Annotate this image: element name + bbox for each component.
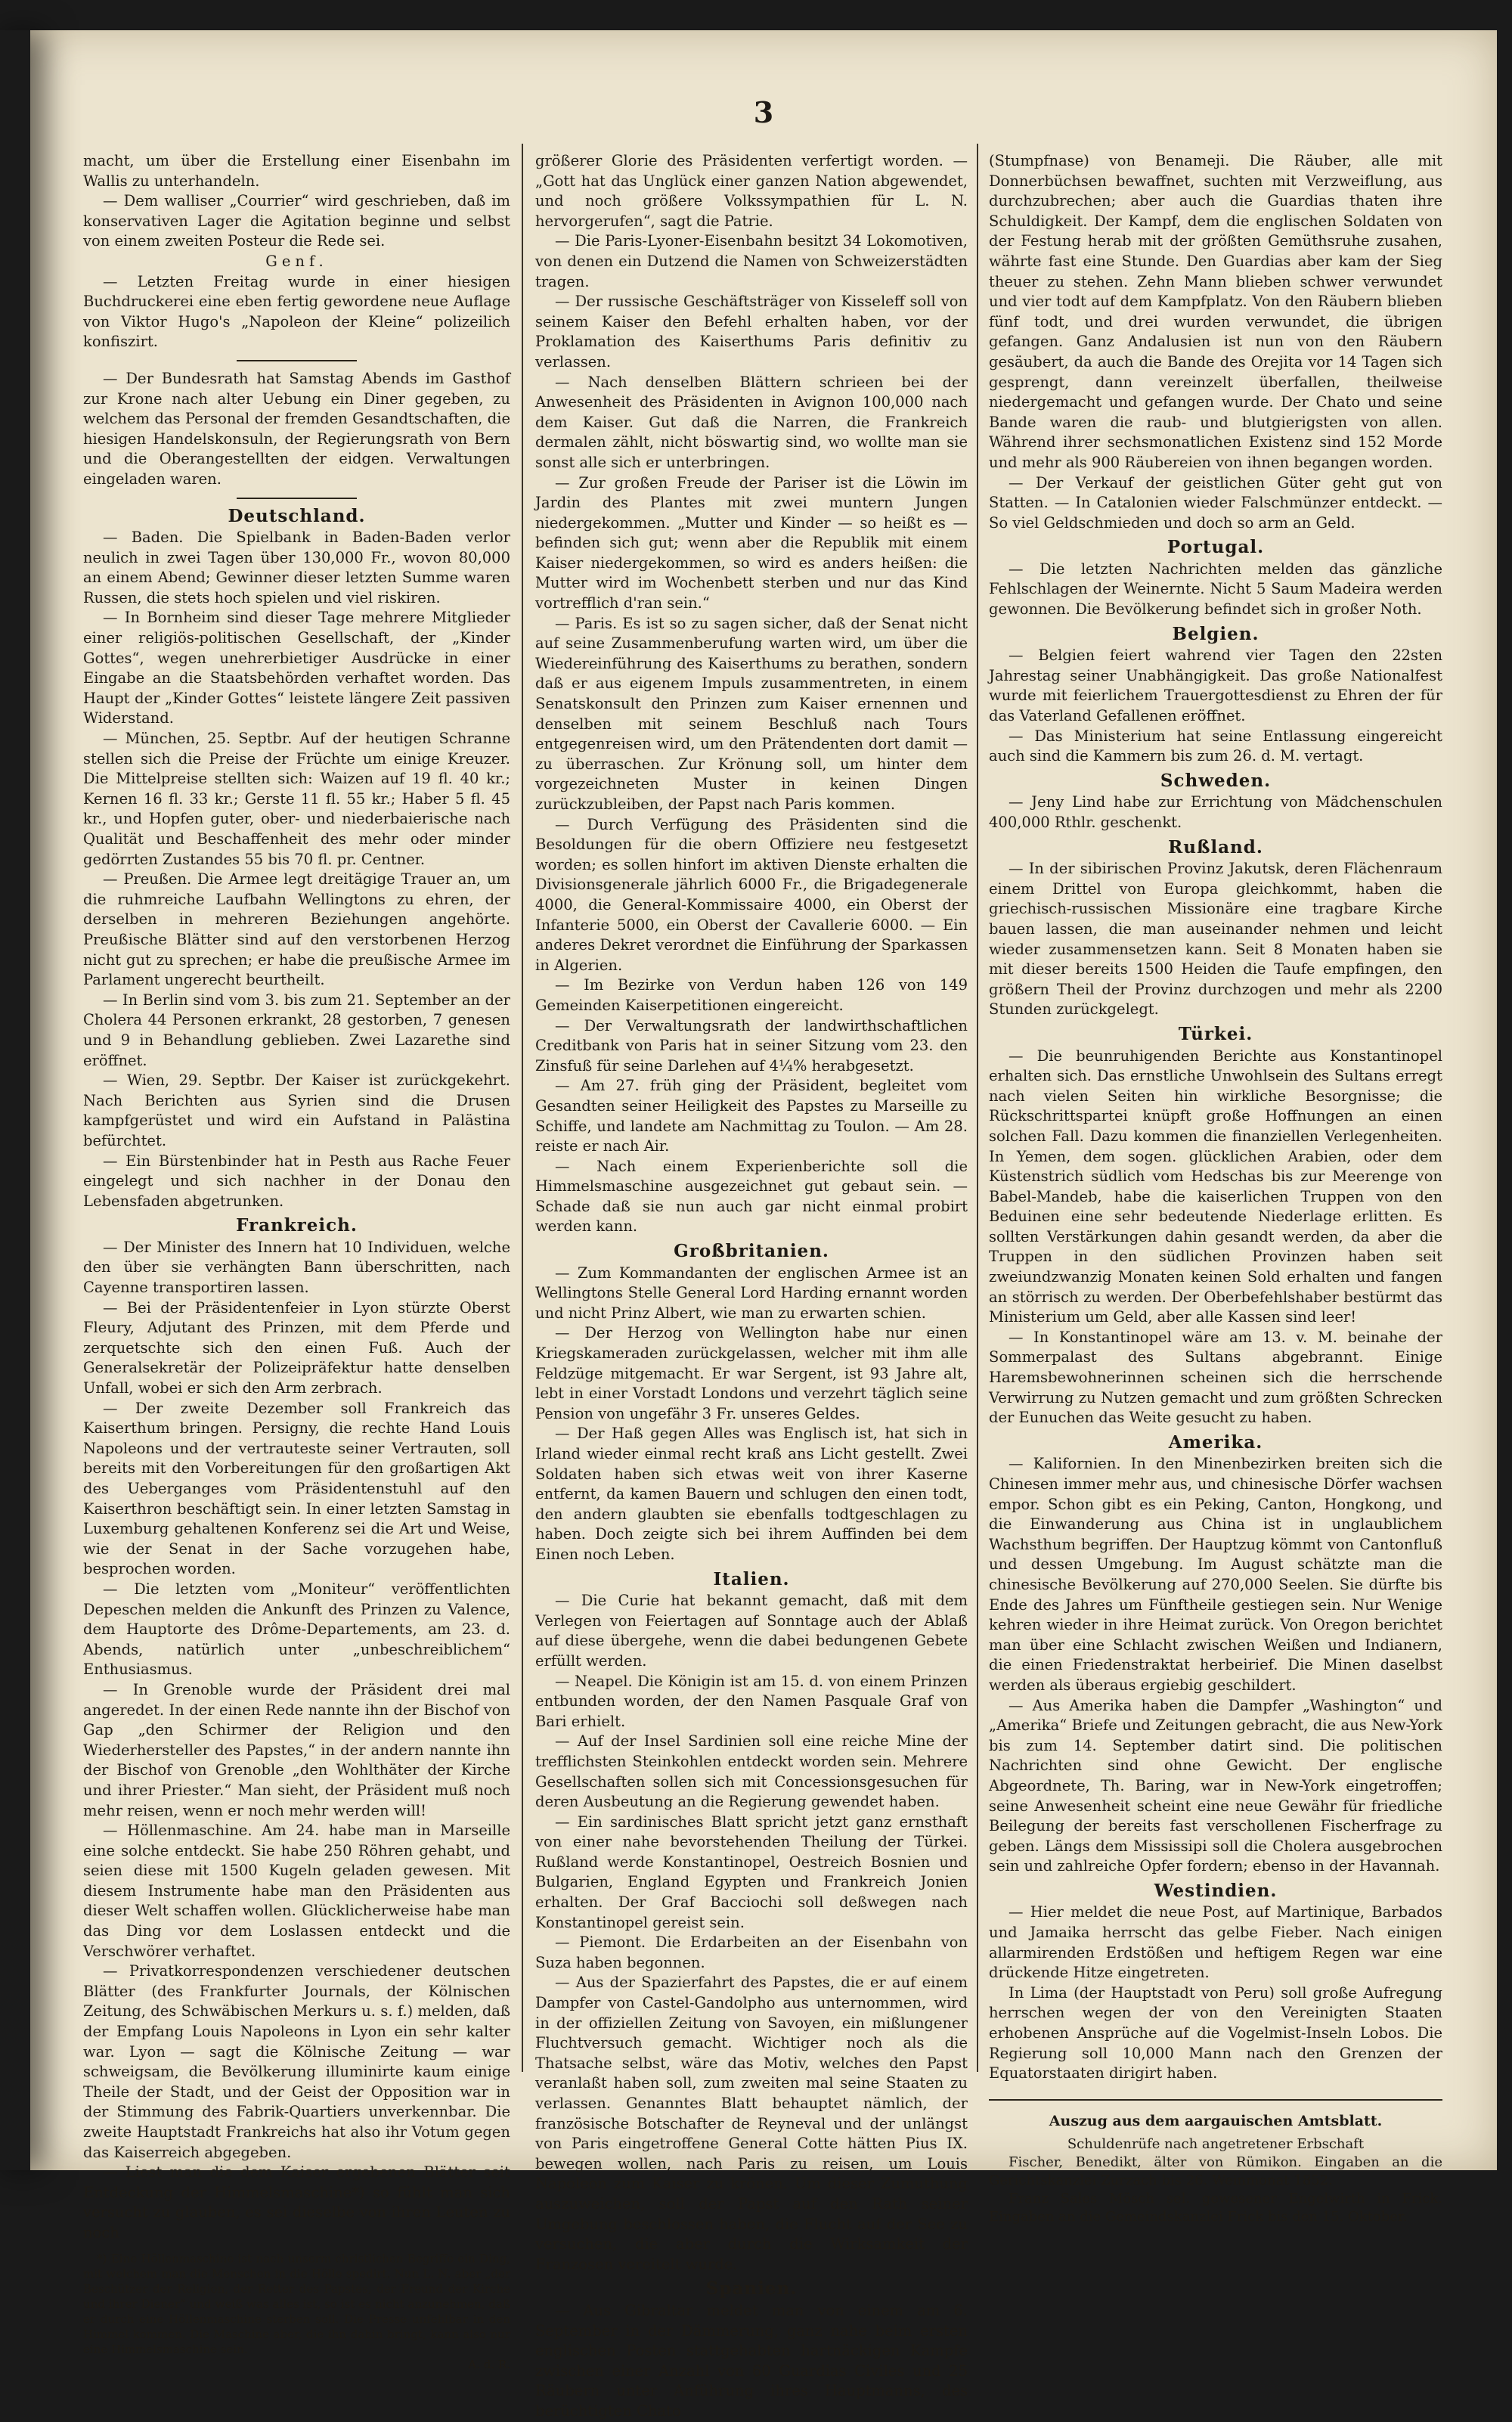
- paragraph: — Die letzten Nachrichten melden das gänzliche Fehlschlagen der Weinernte. Nicht 5 Saum Madeira werden gewonnen. Die Bevölkerung befindet sich in großer Noth.: [989, 560, 1442, 619]
- paragraph: — Zur großen Freude der Pariser ist die Löwin im Jardin des Plantes mit zwei muntern Jungen niedergekommen. „Mutter und Kinder — so heißt es — befinden sich gut; wenn aber die Republik mit einem Kaiser niedergekommen, so wird es anders heißen: die Mutter wird im Wochenbett sterben und nur das Kind vortrefflich d'ran sein.“: [535, 473, 968, 612]
- paragraph: — Der Minister des Innern hat 10 Individuen, welche den über sie verhängten Bann überschritten, nach Cayenne transportiren lassen.: [83, 1238, 510, 1297]
- paragraph: — Der Verkauf der geistlichen Güter geht gut von Statten. — In Catalonien wieder Falschmünzer entdeckt. — So viel Geldschmieden und doch so arm an Geld.: [989, 473, 1442, 532]
- amtsblatt-entry: Fischer, Benedikt, älter von Rümikon. Eingaben an die Gerichtskanzlei Zurzach bis 26. Weinmonat 1852.: [989, 2154, 1442, 2189]
- column-1: [83, 151, 510, 2371]
- paragraph: — Paris. Es ist so zu sagen sicher, daß der Senat nicht auf seine Zusammenberufung warten wird, um über die Wiedereinführung des Kaiserthums zu berathen, sondern daß er aus eigenem Impuls zusammentreten, in einem Senatskonsult den Prinzen zum Kaiser ernennen und denselben mit seinem Beschluß nach Tours entgegenreisen wird, um den Prätendenten dort damit — zu überraschen. Zur Krönung soll, um hinter dem vorgezeichneten Muster in keinen Dingen zurückzubleiben, der Papst nach Paris kommen.: [535, 614, 968, 813]
- amtsblatt-excerpt: [989, 2111, 1442, 2227]
- paragraph: — Der russische Geschäftsträger von Kisseleff soll von seinem Kaiser den Befehl erhalten haben, vor der Proklamation des Kaiserthums Paris definitiv zu verlassen.: [535, 293, 968, 371]
- paragraph: — Das Ministerium hat seine Entlassung eingereicht auch sind die Kammern bis zum 26. d. M. vertagt.: [989, 727, 1442, 765]
- paragraph: — Durch Verfügung des Präsidenten sind die Besoldungen für die obern Offiziere neu festgesetzt worden; es sollen hinfort im aktiven Dienste erhalten die Divisionsgenerale jährlich 6000 Fr., die Brigadegenerale 4000, die General-Kommissaire 4000, ein Oberst der Infanterie 5000, ein Oberst der Cavallerie 6000. — Ein anderes Dekret verordnet die Einführung der Sparkassen in Algerien.: [535, 815, 968, 974]
- paragraph: — Der Herzog von Wellington habe nur einen Kriegskameraden zurückgelassen, welcher mit ihm alle Feldzüge mitgemacht. Er war Sergent, ist 93 Jahre alt, lebt in einer Vorstadt Londons und verzehrt täglich seine Pension von ungefähr 3 Fr. unseres Geldes.: [535, 1324, 968, 1422]
- heading-portugal: Portugal.: [1167, 537, 1265, 558]
- paragraph: — Der zweite Dezember soll Frankreich das Kaiserthum bringen. Persigny, die rechte Hand Louis Napoleons und der vertrauteste seiner Vertrauten, soll bereits mit den Vorbereitungen für den großartigen Akt des Ueberganges vom Präsidentenstuhl auf den Kaiserthron beschäftigt sein. In einer letzten Samstag in Luxemburg gehaltenen Konferenz sei die Art und Weise, wie der Senat in der Sache vorzugehen habe, besprochen worden.: [83, 1399, 510, 1578]
- amtsblatt-subtitle: Schuldenrüfe nach angetretener Erbschaft: [1067, 2136, 1365, 2153]
- paragraph: — Der Bundesrath hat Samstag Abends im Gasthof zur Krone nach alter Uebung ein Diner gegeben, zu welchem das Personal der fremden Gesandtschaften, die hiesigen Handelskonsuln, der Regierungsrath von Bern und die Oberangestellten der eidgen. Verwaltungen eingeladen waren.: [83, 369, 510, 488]
- heading-schweden: Schweden.: [1160, 770, 1272, 791]
- paragraph: In Lima (der Hauptstadt von Peru) soll große Aufregung herrschen wegen der von den Vereinigten Staaten erhobenen Ansprüche auf die Vogelmist-Inseln Lobos. Die Regierung soll 10,000 Mann nach den Grenzen der Equatorstaaten dirigirt haben.: [989, 1983, 1442, 2082]
- column-rule: [977, 144, 978, 2072]
- heading-westindien: Westindien.: [1154, 1880, 1278, 1901]
- paragraph: — Belgien feiert wahrend vier Tagen den 22sten Jahrestag seiner Unabhängigkeit. Das große Nationalfest wurde mit feierlichem Trauergottesdienst zu Ehren der für das Vaterland Gefallenen eröffnet.: [989, 647, 1442, 725]
- paragraph: — Zum Kommandanten der englischen Armee ist an Wellingtons Stelle General Lord Harding ernannt worden und nicht Prinz Albert, wie man zu erwarten schien.: [535, 1264, 968, 1322]
- paragraph: — Preußen. Die Armee legt dreitägige Trauer an, um die ruhmreiche Laufbahn Wellingtons zu ehren, der derselben in mehreren Beziehungen angehörte. Preußische Blätter sind auf den verstorbenen Herzog nicht gut zu sprechen; er habe die preußische Armee im Parlament ungerecht beurtheilt.: [83, 870, 510, 989]
- paragraph: — Wien, 29. Septbr. Der Kaiser ist zurückgekehrt. Nach Berichten aus Syrien sind die Drusen kampfgerüstet und wird ein Aufstand in Palästina befürchtet.: [83, 1071, 510, 1149]
- paragraph: — Nach einem Experienberichte soll die Himmelsmaschine ausgezeichnet gut gebaut sein. — Schade daß sie nun auch gar nicht einmal probirt werden kann.: [535, 1157, 968, 1236]
- heading-grossbritanien: Großbritanien.: [674, 1241, 829, 1262]
- paragraph: — Ein Bürstenbinder hat in Pesth aus Rache Feuer eingelegt und sich nachher in der Donau den Lebensfaden abgetrunken.: [83, 1152, 510, 1210]
- paragraph: — Privatkorrespondenzen verschiedener deutschen Blätter (des Frankfurter Journals, der Kölnischen Zeitung, des Schwäbischen Merkurs u. s. f.) melden, daß der Empfang Louis Napoleons in Lyon ein sehr kalter war. Lyon — sagt die Kölnische Zeitung — war schweigsam, die Bevölkerung illuminirte kaum einige Theile der Stadt, und der Geist der Opposition war in der Stimmung des Fabrik-Quartiers unverkennbar. Die zweite Hauptstadt Frankreichs hat also ihr Votum gegen das Kaiserreich abgegeben.: [83, 1962, 510, 2161]
- amtsblatt-entry: Franz Sales Mösch sel. gewesener Engelwirth in Frick. Eingaben an die Gemeindskanzlei Frick bis den 15. Oktober.: [989, 2191, 1442, 2225]
- paragraph: — Im Bezirke von Verdun haben 126 von 149 Gemeinden Kaiserpetitionen eingereicht.: [535, 976, 968, 1014]
- paragraph: — Aus Amerika haben die Dampfer „Washington“ und „Amerika“ Briefe und Zeitungen gebracht, die aus New-York bis zum 14. September datirt sind. Die politischen Nachrichten sind ohne Gewicht. Der englische Abgeordnete, Th. Baring, war in New-York eingetroffen; seine Anwesenheit scheint eine neue Gewähr für friedliche Beilegung der bereits fast verschollenen Fischerfrage zu geben. Längs dem Mississipi soll die Cholera ausgebrochen sein und zahlreiche Opfer fordern; ebenso in der Havannah.: [989, 1696, 1442, 1875]
- paragraph: — Aus Gibraltar meldet man von einem am 6. September in der Dämmerung, ganz nahe beim ersten englischen Posten stattgehabten hartnäckigen Kampfe zwischen einer Anzahl von 60 Guardias Civiles und 25 Räubern unter Anführung ihres Hauptmanns, des berüchtigten Chato: [535, 2301, 968, 2420]
- heading-russland: Rußland.: [1168, 836, 1263, 857]
- paragraph: — Neapel. Die Königin ist am 15. d. von einem Prinzen entbunden worden, der den Namen Pasquale Graf von Bari erhielt.: [535, 1672, 968, 1730]
- heading-belgien: Belgien.: [1172, 623, 1259, 644]
- paragraph: — Die Paris-Lyoner-Eisenbahn besitzt 34 Lokomotiven, von denen ein Dutzend die Namen von Schweizerstädten tragen.: [535, 232, 968, 290]
- page-number: 3: [753, 95, 774, 129]
- paragraph: — Letzten Freitag wurde in einer hiesigen Buchdruckerei eine eben fertig gewordene neue Auflage von Viktor Hugo's „Napoleon der Kleine“ polizeilich konfiszirt.: [83, 272, 510, 351]
- paragraph: — Die letzten vom „Moniteur“ veröffentlichten Depeschen melden die Ankunft des Prinzen zu Valence, dem Hauptorte des Drôme-Departements, am 23. d. Abends, natürlich unter „unbeschreiblichem“ Enthusiasmus.: [83, 1580, 510, 1679]
- footnote-signature: A. d. R.: [468, 2357, 510, 2371]
- paragraph: — Kalifornien. In den Minenbezirken breiten sich die Chinesen immer mehr aus, und chinesische Dörfer wachsen empor. Schon gibt es ein Peking, Canton, Hongkong, und die Einwanderung aus China ist in unglaublichem Wachsthum begriffen. Der Hauptzug kömmt von Cantonfluß und dessen Umgebung. Im August schätzte man die chinesische Bevölkerung auf 270,000 Seelen. Sie dürfte bis Ende des Jahres um Fünftheile gestiegen sein. Nur Wenige kehren wieder in ihre Heimat zurück. Von Oregon berichtet man über eine Schlacht zwischen Weißen und Indianern, die einen Friedenstraktat herbeirief. Die Minen daselbst werden als überaus ergiebig geschildert.: [989, 1455, 1442, 1694]
- paragraph: — In Bornheim sind dieser Tage mehrere Mitglieder einer religiös-politischen Gesellschaft, der „Kinder Gottes“, wegen unehrerbietiger Ausdrücke in einer Eingabe an die Staatsbehörden verhaftet worden. Das Haupt der „Kinder Gottes“ leistete längere Zeit passiven Widerstand.: [83, 609, 510, 727]
- heading-amerika: Amerika.: [1168, 1431, 1263, 1453]
- paragraph: — München, 25. Septbr. Auf der heutigen Schranne stellen sich die Preise der Früchte um einige Kreuzer. Die Mittelpreise stellten sich: Waizen auf 19 fl. 40 kr.; Kernen 16 fl. 33 kr.; Gerste 11 fl. 55 kr.; Haber 5 fl. 45 kr., und Hopfen guter, ober- und niederbaierische nach Qualität und Beschaffenheit des mehr oder minder gedörrten Zustandes 55 bis 70 fl. pr. Centner.: [83, 730, 510, 868]
- column-2: [535, 151, 968, 2420]
- paragraph: — Aus der Spazierfahrt des Papstes, die er auf einem Dampfer von Castel-Gandolpho aus unternommen, wird in der offiziellen Zeitung von Savoyen, ein mißlungener Fluchtversuch gemacht. Wichtiger noch als die Thatsache selbst, wäre das Motiv, welches den Papst veranlaßt haben soll, zum zweiten mal seine Staaten zu verlassen. Genanntes Blatt behauptet nämlich, der französische Botschafter de Reyneval und der unlängst von Paris eingetroffene General Cotte hätten Pius IX. bewegen wollen, nach Paris zu reisen, um Louis Napoleon zum Kaiser zu krönen. Um dieser Zumuthung auszuweichen, soll der Papst auf den Rath seiner Umgebung beschlossen haben, die Flucht auf der See zu versuchen, die aber durch die Wirksamkeit der Franzosen vereitelt wurde.: [535, 1974, 968, 2273]
- paragraph: — Der Verwaltungsrath der landwirthschaftlichen Creditbank von Paris hat in seiner Sitzung vom 23. den Zinsfuß für seine Darlehen auf 4¼% herabgesetzt.: [535, 1016, 968, 1075]
- paragraph: — Hier meldet die neue Post, auf Martinique, Barbados und Jamaika herrscht das gelbe Fieber. Nach einigen allarmirenden Erdstößen und heftigem Regen war eine drückende Hitze eingetreten.: [989, 1903, 1442, 1982]
- paragraph: (Stumpfnase) von Benameji. Die Räuber, alle mit Donnerbüchsen bewaffnet, suchten mit Verzweiflung, aus durchzubrechen; aber auch die Guardias thaten ihre Schuldigkeit. Der Kampf, dem die englischen Soldaten von der Festung herab mit der größten Gemüthsruhe zusahen, währte fast eine Stunde. Den Guardias aber kam der Sieg theuer zu stehen. Zehn Mann blieben schwer verwundet und vier todt auf dem Kampfplatz. Von den Räubern blieben fünf todt, und drei wurden verwundet, die übrigen gefangen. Ganz Andalusien ist nun von den Räubern gesäubert, da auch die Bande des Orejita vor 14 Tagen sich gesprengt, dann vereinzelt überfallen, theilweise niedergemacht und gefangen wurde. Der Chato und seine Bande waren die raub- und blutgierigsten von allen. Während ihrer sechsmonatlichen Existenz sind 152 Morde und mehr als 900 Räubereien von ihnen begangen worden.: [989, 152, 1442, 471]
- paragraph: — Piemont. Die Erdarbeiten an der Eisenbahn von Suza haben begonnen.: [535, 1934, 968, 1971]
- paragraph: — Am 27. früh ging der Präsident, begleitet vom Gesandten seiner Heiligkeit des Papstes zu Marseille zu Schiffe, und landete am Nachmittag zu Toulon. — Am 28. reiste er nach Air.: [535, 1077, 968, 1155]
- paragraph: — Baden. Die Spielbank in Baden-Baden verlor neulich in zwei Tagen über 130,000 Fr., wovon 80,000 an einem Abend; Gewinner dieser letzten Summe waren Russen, die stets hoch spielen und viel riskiren.: [83, 529, 510, 606]
- paragraph: — Die Curie hat bekannt gemacht, daß mit dem Verlegen von Feiertagen auf Sonntage auch der Ablaß auf diese übergehe, wenn die dabei bedungenen Gebete erfüllt werden.: [535, 1592, 968, 1670]
- paragraph: — Jeny Lind habe zur Errichtung von Mädchenschulen 400,000 Rthlr. geschenkt.: [989, 793, 1442, 831]
- paragraph: — Der Haß gegen Alles was Englisch ist, hat sich in Irland wieder einmal recht kraß ans Licht gestellt. Zwei Soldaten haben sich etwas weit von ihrer Kaserne entfernt, da kamen Bauern und schlugen den einen todt, den andern glaubten sie ebenfalls todtgeschlagen zu haben. Doch zeigte sich bei ihrem Auffinden bei dem Einen noch Leben.: [535, 1425, 968, 1563]
- paragraph: — Bei der Präsidentenfeier in Lyon stürzte Oberst Fleury, Adjutant des Prinzen, mit dem Pferde und zerquetschte sich den einen Fuß. Auch der Generalsekretär der Polizeipräfektur hatte denselben Unfall, wobei er sich den Arm zerbrach.: [83, 1298, 510, 1397]
- paragraph: — In Berlin sind vom 3. bis zum 21. September an der Cholera 44 Personen erkrankt, 28 gestorben, 7 genesen und 9 in Behandlung geblieben. Zwei Lazarethe sind eröffnet.: [83, 991, 510, 1069]
- paragraph: — Auf der Insel Sardinien soll eine reiche Mine der trefflichsten Steinkohlen entdeckt worden sein. Mehrere Gesellschaften sollen sich mit Concessionsgesuchen für deren Ausbeutung an die Regierung gewendet haben.: [535, 1732, 968, 1811]
- heading-tuerkei: Türkei.: [1178, 1023, 1253, 1044]
- dateline-genf: Genf.: [265, 252, 328, 270]
- column-3: [989, 151, 1442, 2225]
- paragraph: — Höllenmaschine. Am 24. habe man in Marseille eine solche entdeckt. Sie habe 250 Röhren gehabt, und seien diese mit 1500 Kugeln geladen gewesen. Mit diesem Instrumente habe man den Präsidenten aus dieser Welt schaffen wollen. Glücklicherweise habe man das Ding vor dem Loslassen entdeckt und die Verschwörer verhaftet.: [83, 1822, 510, 1960]
- heading-spanien: Spanien.: [705, 2278, 798, 2300]
- paragraph: macht, um über die Erstellung einer Eisenbahn im Wallis zu unterhandeln.: [83, 152, 510, 190]
- footnote: [83, 2251, 510, 2372]
- section-rule: [989, 2099, 1442, 2101]
- paragraph: — Nach denselben Blättern schrieen bei der Anwesenheit des Präsidenten in Avignon 100,000 nach dem Kaiser. Gut daß die Narren, die Frankreich dermalen zählt, nicht böswartig sind, wo wollte man sie sonst alle sich er unterbringen.: [535, 373, 968, 471]
- paragraph: größerer Glorie des Präsidenten verfertigt worden. — „Gott hat das Unglück einer ganzen Nation abgewendet, und noch größere Volkssympathien für L. N. hervorgerufen“, sagt die Patrie.: [535, 152, 968, 230]
- footnote-text: *) Eine Höllenmaschine ist nach unserm christlichen Begriffe ein Ding, mit welchem man die Menschen in die Hölle spedirt. Nun L. N. aber „der Beschützer der Religion, der Retter des Papstes, der Freund der Kirche und ihrer Diener“ und weiß was alles ist, so ist es nicht anzunehmen, daß er durch eine Höllenmaschine sterben soll. Die Presse unfehlbar in den Himmel kommen. Die Maschine aber, die ihn dahin bringt, kann also nur eine Himmelsmaschine sein.: [83, 2251, 510, 2356]
- divider: [237, 498, 356, 499]
- paragraph: — In Konstantinopel wäre am 13. v. M. beinahe der Sommerpalast des Sultans abgebrannt. Einige Haremsbewohnerinnen scheinen sich die herrschende Verwirrung zu Nutzen gemacht und zum größten Schrecken der Eunuchen das Weite gesucht zu haben.: [989, 1328, 1442, 1427]
- paragraph: — In der sibirischen Provinz Jakutsk, deren Flächenraum einem Drittel von Europa gleichkommt, haben die griechisch-russischen Missionäre eine tragbare Kirche bauen lassen, die man auseinander nehmen und leicht wieder zusammensetzen kann. Seit 8 Monaten haben sie mit dieser bereits 1500 Heiden die Taufe empfingen, den größern Theil der Provinz durchzogen und mehr als 2200 Stunden zurückgelegt.: [989, 860, 1442, 1019]
- paragraph: — In Grenoble wurde der Präsident drei mal angeredet. In der einen Rede nannte ihn der Bischof von Gap „den Schirmer der Religion und den Wiederhersteller des Papstes,“ in der andern nannte ihn der Bischof von Grenoble „den Wohlthäter der Kirche und ihrer Priester.“ Man sieht, der Präsident muß noch mehr reisen, wenn er noch mehr werden will!: [83, 1680, 510, 1819]
- heading-italien: Italien.: [713, 1568, 790, 1589]
- newspaper-page: [30, 30, 1497, 2420]
- paragraph: — Ein sardinisches Blatt spricht jetzt ganz ernsthaft von einer nahe bevorstehenden Theilung der Türkei. Rußland werde Konstantinopel, Oestreich Bosnien und Bulgarien, England Egypten und Frankreich Jonien erhalten. Der Graf Bacciochi soll deßwegen nach Konstantinopel gereist sein.: [535, 1813, 968, 1931]
- amtsblatt-title: Auszug aus dem aargauischen Amtsblatt.: [1049, 2112, 1383, 2129]
- paragraph: — Liest man die dem Kaiser ergebenen Blätter seit Entdeckung der Himmelsmaschine*) so fühlt man sich versucht zu glauben, es sei dieselbe von ihren Leuten zu noch: [83, 2163, 510, 2241]
- heading-deutschland: Deutschland.: [228, 505, 366, 526]
- divider: [237, 360, 356, 361]
- heading-frankreich: Frankreich.: [236, 1215, 358, 1236]
- column-rule: [522, 144, 523, 2072]
- paragraph: — Die beunruhigenden Berichte aus Konstantinopel erhalten sich. Das ernstliche Unwohlsein des Sultans erregt nach vielen Seiten hin wirkliche Besorgnisse; die Rückschrittspartei knüpft große Hoffnungen an einen solchen Fall. Dazu kommen die finanziellen Verlegenheiten. In Yemen, dem sogen. glücklichen Arabien, oder dem Küstenstrich südlich vom Hedschas bis zur Meerenge von Babel-Mandeb, habe die kaiserlichen Truppen von den Beduinen eine sehr bedeutende Niederlage erlitten. Es sollten Verstärkungen dahin gesandt werden, da aber die Truppen in den südlichen Provinzen haben seit zweiundzwanzig Monaten keinen Sold erhalten und fangen an störrisch zu werden. Der Oberbefehlshaber bestürmt das Ministerium um Geld, aber alle Kassen sind leer!: [989, 1047, 1442, 1326]
- paragraph: — Dem walliser „Courrier“ wird geschrieben, daß im konservativen Lager die Agitation beginne und selbst von einem zweiten Posteur die Rede sei.: [83, 192, 510, 250]
